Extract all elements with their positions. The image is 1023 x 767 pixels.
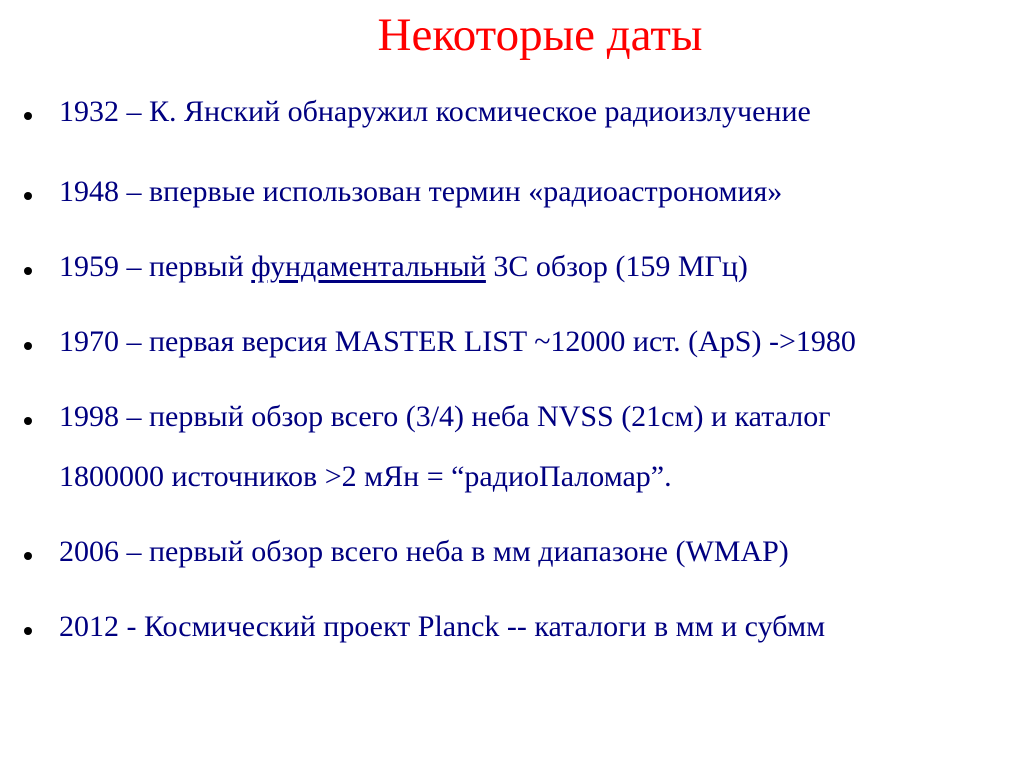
bullet-icon xyxy=(24,552,32,560)
list-item-text-line-2: 1800000 источников >2 мЯн = “радиоПаломар”. xyxy=(59,460,672,493)
list-item-text: 1970 – первая версия MASTER LIST ~12000 ист. (ApS) ->1980 xyxy=(59,325,856,358)
list-item xyxy=(24,90,1019,134)
list-item xyxy=(24,320,1019,364)
list-item-text: 1948 – впервые использован термин «радиоастрономия» xyxy=(59,175,783,208)
bullet-icon xyxy=(24,192,32,200)
list-item-text-after-link: 3C обзор (159 МГц) xyxy=(485,250,748,283)
list-item xyxy=(24,530,1019,574)
list-item-text-before-link: 1959 – первый xyxy=(59,250,252,283)
list-item xyxy=(24,170,1019,214)
bullet-icon xyxy=(24,342,32,350)
bullet-icon xyxy=(24,112,32,120)
slide-title: Некоторые даты xyxy=(377,9,703,61)
list-item xyxy=(24,395,1019,505)
list-item-text: 1932 – К. Янский обнаружил космическое радиоизлучение xyxy=(59,95,811,128)
fundamental-link[interactable]: фундаментальный xyxy=(251,250,486,283)
list-item-text: 2012 - Космический проект Planck -- каталоги в мм и субмм xyxy=(59,610,826,643)
list-item-text-line-1: 1998 – первый обзор всего (3/4) неба NVSS (21см) и каталог xyxy=(59,400,831,433)
list-item-text xyxy=(59,245,748,289)
bullet-icon xyxy=(24,267,32,275)
list-item-text: 2006 – первый обзор всего неба в мм диапазоне (WMAP) xyxy=(59,535,789,568)
list-item xyxy=(24,605,1019,649)
list-item xyxy=(24,245,1019,289)
bullet-icon xyxy=(24,627,32,635)
bullet-icon xyxy=(24,417,32,425)
